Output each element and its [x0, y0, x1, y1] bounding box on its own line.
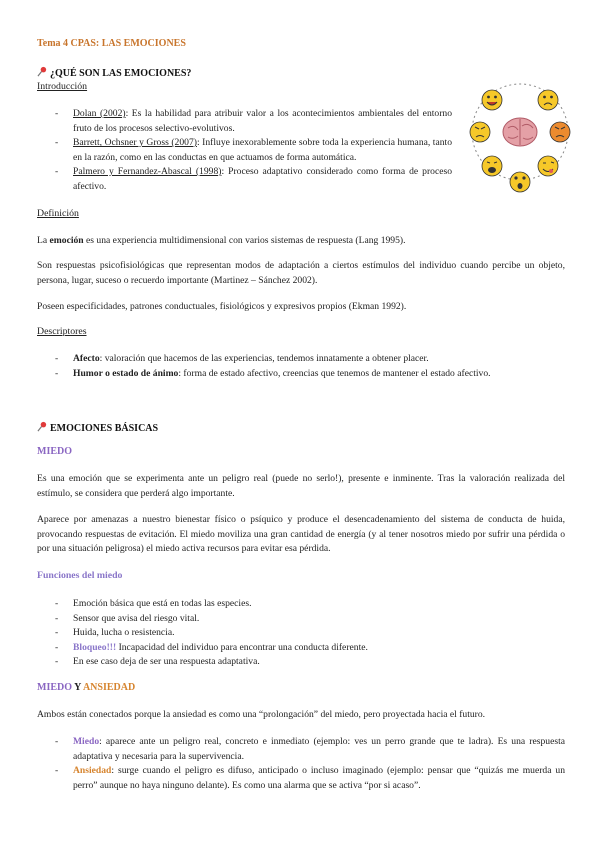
list-item: - Afecto: valoración que hacemos de las experiencias, tendemos innatamente a obtener placer. — [55, 353, 429, 364]
list-item: - Bloqueo!!! Incapacidad del individuo para encontrar una conducta diferente. — [55, 641, 368, 653]
list-item: - Humor o estado de ánimo: forma de estado afectivo, creencias que tenemos de mantener el estado afectivo. — [55, 367, 491, 379]
emoji-playful-icon — [538, 156, 558, 176]
funciones-subheading: Funciones del miedo — [37, 570, 123, 581]
section-heading-what-are-emotions: ¿QUÉ SON LAS EMOCIONES? — [37, 66, 191, 79]
list-item: - Barrett, Ochsner y Gross (2007): Influye inexorablemente sobre toda la experiencia humana, tanto en la razón, como en las conductas en que actuamos de forma automática. — [55, 137, 452, 163]
miedo-ansiedad-paragraph: Ambos están conectados porque la ansiedad es como una “prolongación” del miedo, pero proyectada hacia el futuro. — [37, 709, 486, 720]
descriptors-list — [37, 352, 565, 381]
list-item: - Sensor que avisa del riesgo vital. — [55, 612, 200, 624]
list-item: - Huida, lucha o resistencia. — [55, 627, 175, 638]
miedo-ansiedad-heading: MIEDO Y ANSIEDAD — [37, 682, 136, 693]
list-item: - Emoción básica que está en todas las especies. — [55, 598, 252, 609]
miedo-paragraph-2: Aparece por amenazas a nuestro bienestar físico o psíquico y produce el desencadenamiento del sistema de conducta de huida, provocando respuestas de evitación. El miedo moviliza una gran cantidad de energía (y al tener nosotros miedo por sufrir una pérdida o por una situación peligrosa) el miedo activa recursos para evitar esa pérdida. — [37, 514, 565, 554]
descriptors-subheading: Descriptores — [37, 326, 87, 337]
definition-paragraph: La emoción es una experiencia multidimensional con varios sistemas de respuesta (Lang 1995). — [37, 235, 406, 246]
list-item: - Ansiedad: surge cuando el peligro es difuso, anticipado o incluso imaginado (ejemplo: pensar que “quizás me muerda un perro” aunque no haya ninguno delante). Es como una alarma que se activa “por si acaso”. — [55, 765, 565, 791]
document-title: Tema 4 CPAS: LAS EMOCIONES — [37, 38, 186, 49]
miedo-ansiedad-list — [37, 735, 565, 793]
funciones-list — [37, 597, 565, 670]
section-heading-basic-emotions: EMOCIONES BÁSICAS — [37, 421, 158, 434]
pushpin-icon — [37, 66, 48, 77]
list-item: - Dolan (2002): Es la habilidad para atribuir valor a los acontecimientos ambientales del entorno fruto de los procesos selectivo-evolutivos. — [55, 108, 452, 134]
brain-icon — [503, 118, 537, 146]
definition-subheading: Definición — [37, 208, 79, 219]
list-item: - En ese caso deja de ser una respuesta adaptativa. — [55, 656, 260, 667]
emoji-surprised-icon — [510, 172, 530, 192]
miedo-heading: MIEDO — [37, 446, 72, 457]
emoji-sad-icon — [538, 90, 558, 110]
emoji-furious-icon — [550, 122, 570, 142]
list-item: - Miedo: aparece ante un peligro real, concreto e inmediato (ejemplo: ves un perro grande que te ladra). Es una respuesta adaptativa y necesaria para la supervivencia. — [55, 736, 565, 762]
emoji-happy-icon — [482, 90, 502, 110]
intro-list — [37, 107, 452, 194]
definition-paragraph-2: Son respuestas psicofisiológicas que representan modos de adaptación a ciertos estímulos del individuo cuando percibe un objeto, persona, lugar, suceso o recuerdo importante (Martinez – Sánchez 2002). — [37, 260, 565, 286]
miedo-paragraph-1: Es una emoción que se experimenta ante un peligro real (puede no serlo!), presente e inminente. Tras la valoración realizada del estímulo, se considera que perderá algo importante. — [37, 473, 565, 499]
emoji-angry-icon — [470, 122, 490, 142]
definition-paragraph-3: Poseen especificidades, patrones conductuales, fisiológicos y expresivos propios (Ekman 1992). — [37, 301, 407, 312]
pushpin-icon — [37, 421, 48, 432]
list-item: - Palmero y Fernandez-Abascal (1998): Proceso adaptativo considerado como forma de proceso afectivo. — [55, 166, 452, 192]
emoji-crying-icon — [482, 156, 502, 176]
intro-subheading: Introducción — [37, 81, 88, 92]
emotions-illustration — [462, 66, 578, 198]
